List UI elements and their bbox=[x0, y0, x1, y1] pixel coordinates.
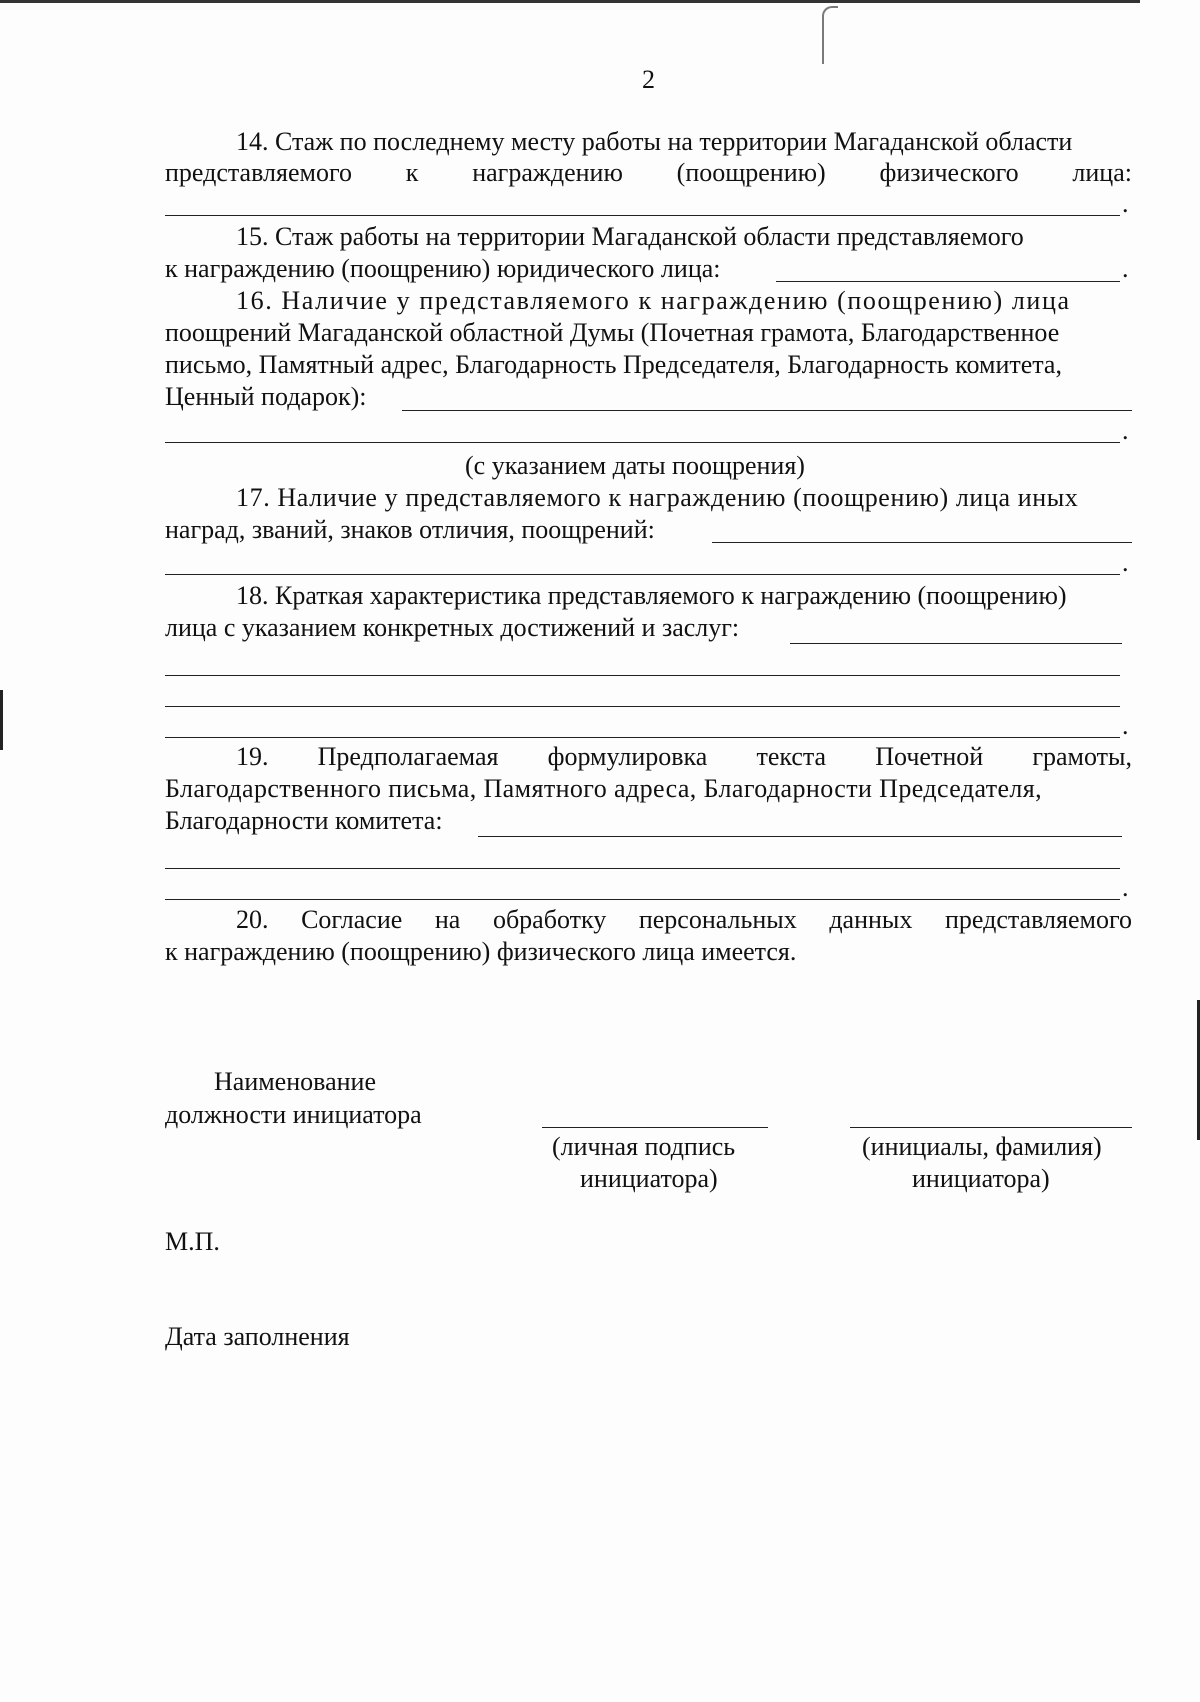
item-17-fill-line-1[interactable] bbox=[712, 542, 1132, 543]
item-19-line-3: Благодарности комитета: bbox=[165, 806, 443, 835]
page-number: 2 bbox=[642, 65, 655, 94]
item-18-fill-line-3[interactable] bbox=[165, 706, 1120, 707]
item-18-line-2: лица с указанием конкретных достижений и заслуг: bbox=[165, 613, 740, 642]
item-16-date-note: (с указанием даты поощрения) bbox=[465, 451, 805, 480]
item-19-fill-line-2[interactable] bbox=[165, 868, 1120, 869]
position-label-line-2: должности инициатора bbox=[165, 1100, 422, 1129]
item-16-fill-line-1[interactable] bbox=[402, 410, 1132, 411]
scan-artifact bbox=[822, 6, 838, 64]
name-caption-line-1: (инициалы, фамилия) bbox=[862, 1132, 1102, 1161]
scan-top-edge bbox=[0, 0, 1140, 3]
item-20-line-1: 20. Согласие на обработку персональных данных представляемого bbox=[236, 905, 1132, 934]
item-14-line-1: 14. Стаж по последнему месту работы на территории Магаданской области bbox=[236, 127, 1073, 156]
item-16-fill-line-2[interactable] bbox=[165, 442, 1120, 443]
stamp-place-label: М.П. bbox=[165, 1227, 220, 1256]
item-14-line-2: представляемого к награждению (поощрению) физического лица: bbox=[165, 158, 1132, 187]
item-18-line-1: 18. Краткая характеристика представляемого к награждению (поощрению) bbox=[236, 581, 1067, 610]
item-17-line-2: наград, званий, знаков отличия, поощрений: bbox=[165, 515, 655, 544]
signature-caption-line-1: (личная подпись bbox=[552, 1132, 736, 1161]
name-caption-line-2: инициатора) bbox=[912, 1164, 1050, 1193]
date-label: Дата заполнения bbox=[165, 1322, 350, 1351]
item-17-fill-line-2[interactable] bbox=[165, 574, 1120, 575]
line-end-period: . bbox=[1122, 711, 1129, 740]
item-19-fill-line-3[interactable] bbox=[165, 899, 1120, 900]
line-end-period: . bbox=[1122, 873, 1129, 902]
item-19-fill-line-1[interactable] bbox=[478, 836, 1122, 837]
scan-edge-mark bbox=[0, 690, 3, 750]
item-19-line-2: Благодарственного письма, Памятного адреса, Благодарности Председателя, bbox=[165, 774, 1043, 803]
item-16-line-4: Ценный подарок): bbox=[165, 382, 367, 411]
signature-line[interactable] bbox=[542, 1127, 768, 1128]
line-end-period: . bbox=[1122, 548, 1129, 577]
item-20-line-2: к награждению (поощрению) физического лица имеется. bbox=[165, 937, 797, 966]
item-14-fill-line[interactable] bbox=[165, 215, 1120, 216]
item-19-line-1: 19. Предполагаемая формулировка текста Почетной грамоты, bbox=[236, 742, 1132, 771]
line-end-period: . bbox=[1122, 189, 1129, 218]
position-label-line-1: Наименование bbox=[214, 1067, 376, 1096]
item-15-fill-line[interactable] bbox=[776, 281, 1120, 282]
line-end-period: . bbox=[1122, 416, 1129, 445]
item-15-line-2: к награждению (поощрению) юридического лица: bbox=[165, 254, 721, 283]
item-18-fill-line-1[interactable] bbox=[790, 643, 1122, 644]
item-18-fill-line-4[interactable] bbox=[165, 737, 1120, 738]
item-17-line-1: 17. Наличие у представляемого к награждению (поощрению) лица иных bbox=[236, 483, 1079, 512]
item-16-line-2: поощрений Магаданской областной Думы (Почетная грамота, Благодарственное bbox=[165, 318, 1060, 347]
item-18-fill-line-2[interactable] bbox=[165, 675, 1120, 676]
name-line[interactable] bbox=[850, 1127, 1132, 1128]
item-16-line-3: письмо, Памятный адрес, Благодарность Председателя, Благодарность комитета, bbox=[165, 350, 1062, 379]
item-16-line-1: 16. Наличие у представляемого к награждению (поощрению) лица bbox=[236, 286, 1071, 315]
signature-caption-line-2: инициатора) bbox=[580, 1164, 718, 1193]
line-end-period: . bbox=[1122, 254, 1129, 283]
item-15-line-1: 15. Стаж работы на территории Магаданской области представляемого bbox=[236, 222, 1024, 251]
